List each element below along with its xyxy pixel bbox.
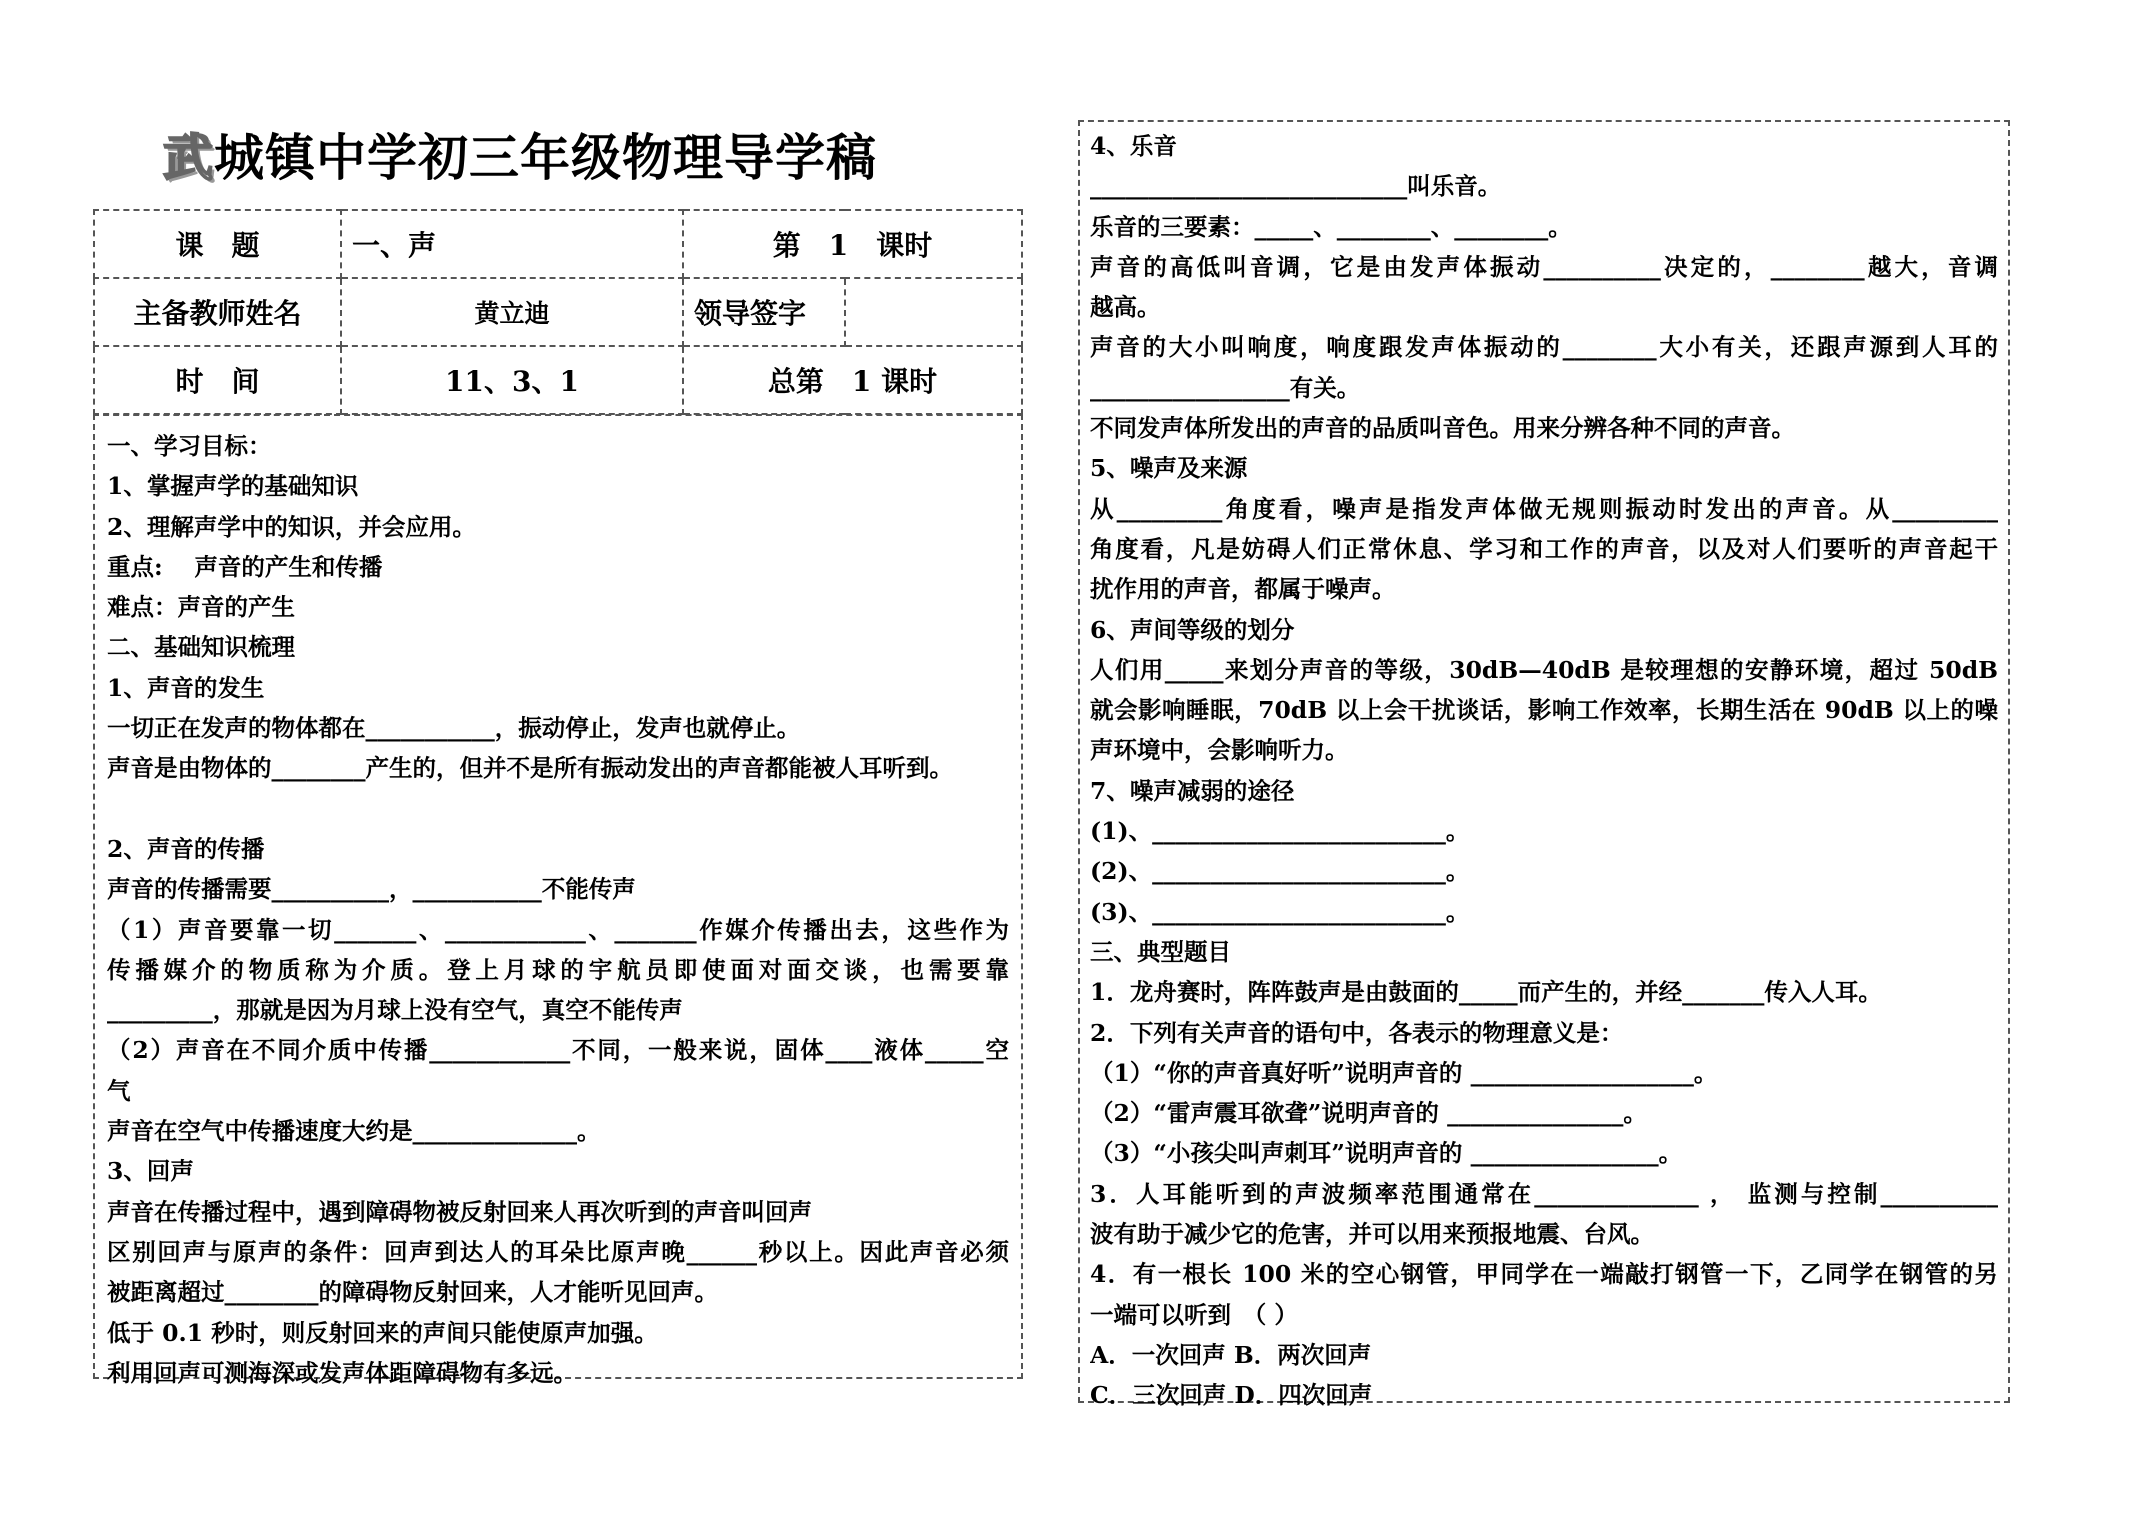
- value-lesson: 第 1 课时: [683, 210, 1022, 278]
- left-line: 低于 0.1 秒时，则反射回来的声间只能使原声加强。: [107, 1318, 658, 1347]
- right-line: 4、乐音: [1090, 132, 1177, 160]
- right-line: 就会影响睡眠，70dB 以上会干扰谈话，影响工作效率，长期生活在 90dB 以上的噪: [1090, 696, 1998, 725]
- left-line: 重点: 声音的产生和传播: [107, 552, 383, 581]
- right-line: 从_________角度看，噪声是指发声体做无规则振动时发出的声音。从_________: [1090, 494, 1998, 523]
- title-rest: 城镇中学初三年级物理导学稿: [214, 128, 877, 187]
- right-line: 6、声间等级的划分: [1090, 615, 1295, 644]
- right-line: 3．人耳能听到的声波频率范围通常在______________ ， 监测与控制__________: [1090, 1179, 1998, 1208]
- page-title: [120, 118, 920, 190]
- right-line: A．一次回声 B．两次回声: [1090, 1340, 1372, 1369]
- left-line: 区别回声与原声的条件：回声到达人的耳朵比原声晚______秒以上。因此声音必须: [107, 1237, 1009, 1266]
- right-line: (1)、_________________________。: [1090, 817, 1470, 846]
- info-row-topic: [94, 210, 1022, 278]
- left-content-box: [93, 414, 1023, 1387]
- left-line: 声音在空气中传播速度大约是______________。: [107, 1117, 601, 1146]
- right-line: 人们用_____来划分声音的等级，30dB—40dB 是较理想的安静环境，超过 50dB: [1090, 655, 1998, 684]
- left-line: 二、基础知识梳理: [107, 633, 295, 662]
- left-line: [107, 789, 1009, 829]
- left-line: （1）声音要靠一切_______、____________、_______作媒介传播出去，这些作为: [107, 915, 1009, 944]
- left-line: 利用回声可测海深或发声体距障碍物有多远。: [107, 1358, 577, 1387]
- label-leader-sign: 领导签字: [683, 278, 845, 346]
- info-table: [93, 209, 1023, 415]
- left-line: 1、声音的发生: [107, 673, 265, 702]
- right-line: 声环境中，会影响听力。: [1090, 736, 1349, 765]
- label-teacher: 主备教师姓名: [94, 278, 341, 346]
- right-line: 乐音的三要素：_____、________、________。: [1090, 212, 1572, 241]
- right-line: 声音的大小叫响度，响度跟发声体振动的________大小有关，还跟声源到人耳的: [1090, 333, 1998, 362]
- left-line: 3、回声: [107, 1157, 194, 1186]
- right-line: 5、噪声及来源: [1090, 454, 1248, 483]
- right-line: 扰作用的声音，都属于噪声。: [1090, 575, 1396, 604]
- right-content-box: [1078, 120, 2010, 1410]
- right-line: 1．龙舟赛时，阵阵鼓声是由鼓面的_____而产生的，并经_______传入人耳。: [1090, 978, 1882, 1007]
- right-line: 角度看，凡是妨碍人们正常休息、学习和工作的声音，以及对人们要听的声音起干: [1090, 534, 1998, 563]
- right-line: 7、噪声减弱的途径: [1090, 776, 1295, 805]
- right-line: 声音的高低叫音调，它是由发声体振动__________决定的，________越大，音调: [1090, 252, 1998, 281]
- right-line: （2）“雷声震耳欲聋”说明声音的 _______________。: [1090, 1099, 1647, 1128]
- left-line: 一、学习目标：: [107, 432, 272, 460]
- left-line: 一切正在发声的物体都在___________，振动停止，发声也就停止。: [107, 714, 801, 743]
- right-line: (2)、_________________________。: [1090, 857, 1470, 886]
- left-line: 传播媒介的物质称为介质。登上月球的宇航员即使面对面交谈，也需要靠: [107, 955, 1009, 984]
- right-line: 2．下列有关声音的语句中，各表示的物理意义是：: [1090, 1018, 1624, 1047]
- info-row-teacher: [94, 278, 1022, 346]
- right-line: ___________________________叫乐音。: [1090, 172, 1502, 201]
- left-line: _________，那就是因为月球上没有空气，真空不能传声: [107, 996, 683, 1025]
- left-line: 1、掌握声学的基础知识: [107, 472, 359, 501]
- label-time: 时 间: [94, 346, 341, 414]
- right-line: 一端可以听到 （ ）: [1090, 1300, 1298, 1329]
- value-teacher: 黄立迪: [341, 278, 683, 346]
- right-line: 越高。: [1090, 293, 1161, 322]
- left-line: 2、理解声学中的知识，并会应用。: [107, 512, 476, 541]
- left-line: 被距离超过________的障碍物反射回来，人才能听见回声。: [107, 1278, 718, 1307]
- value-time: 11、3、1: [341, 346, 683, 414]
- info-row-time: [94, 346, 1022, 414]
- left-line: 声音的传播需要__________，___________不能传声: [107, 875, 636, 904]
- value-leader-sign[interactable]: [845, 278, 1022, 346]
- right-line: 三、典型题目: [1090, 937, 1231, 966]
- left-line: 声音是由物体的________产生的，但并不是所有振动发出的声音都能被人耳听到。: [107, 754, 953, 783]
- value-topic: 一、声: [341, 210, 683, 278]
- label-topic: 课 题: [94, 210, 341, 278]
- right-line: （1）“你的声音真好听”说明声音的 ___________________。: [1090, 1058, 1718, 1087]
- value-total-lessons: 总第 1 课时: [683, 346, 1022, 414]
- left-line: 2、声音的传播: [107, 834, 265, 863]
- left-line: 声音在传播过程中，遇到障碍物被反射回来人再次听到的声音叫回声: [107, 1197, 812, 1226]
- right-line: 波有助于减少它的危害，并可以用来预报地震、台风。: [1090, 1220, 1654, 1249]
- title-first-char: 武: [163, 128, 214, 187]
- left-line: 难点：声音的产生: [107, 593, 295, 622]
- right-line: C．三次回声 D．四次回声: [1090, 1381, 1373, 1410]
- left-line: 气: [107, 1076, 131, 1105]
- left-line: （2）声音在不同介质中传播____________不同，一般来说，固体____液体_____空: [107, 1036, 1009, 1065]
- right-line: _________________有关。: [1090, 373, 1361, 402]
- right-line: （3）“小孩尖叫声刺耳”说明声音的 ________________。: [1090, 1139, 1683, 1168]
- right-line: 不同发声体所发出的声音的品质叫音色。用来分辨各种不同的声音。: [1090, 414, 1795, 443]
- right-line: (3)、_________________________。: [1090, 897, 1470, 926]
- right-line: 4．有一根长 100 米的空心钢管，甲同学在一端敲打钢管一下，乙同学在钢管的另: [1090, 1260, 1998, 1289]
